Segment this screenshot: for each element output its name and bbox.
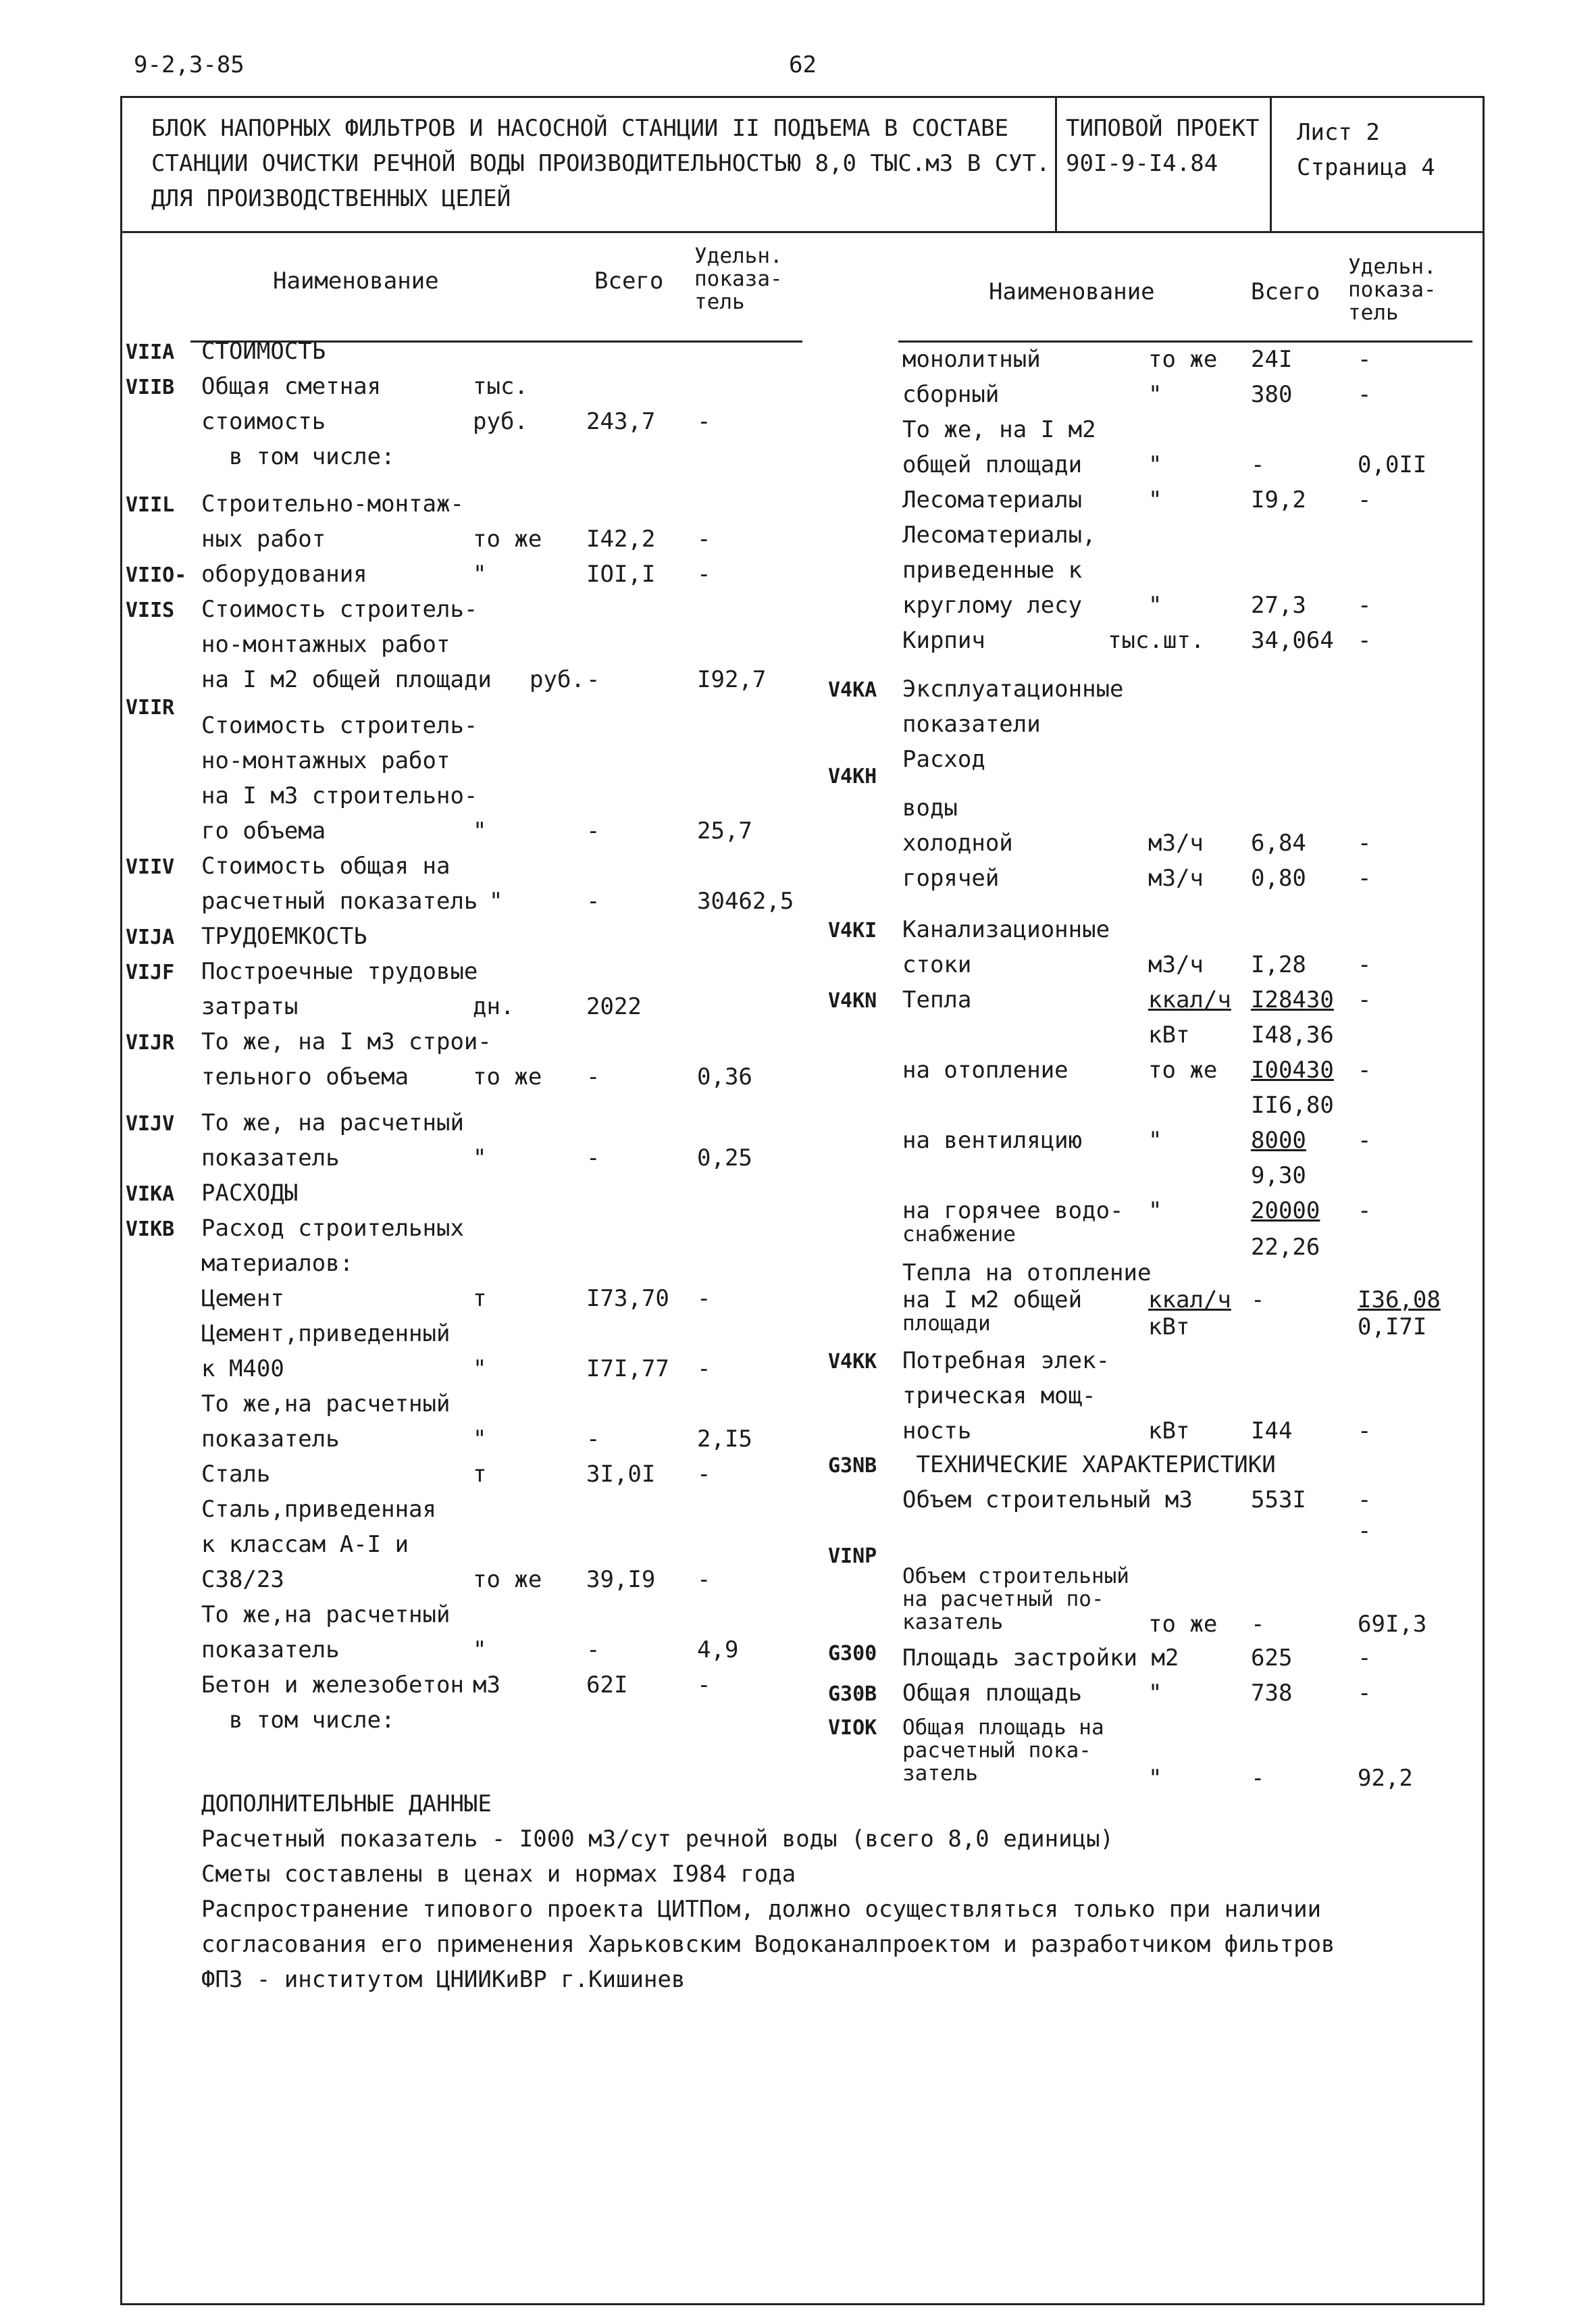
row-name: Общая площадь: [902, 1680, 1083, 1707]
row-code: V4KN: [828, 989, 877, 1013]
row-total: -: [1251, 1286, 1265, 1313]
row-unit: м3/ч: [1148, 951, 1204, 978]
row-total: 3I,0I: [586, 1461, 656, 1488]
row-specific: -: [1358, 486, 1372, 513]
row-name: То же,на расчетный: [201, 1390, 451, 1417]
row-name: То же, на расчетный: [201, 1109, 464, 1136]
row-code: V4KA: [828, 678, 877, 702]
row-specific: -: [1358, 1517, 1372, 1544]
row-total: IOI,I: [586, 561, 656, 588]
row-name: приведенные к: [902, 557, 1083, 584]
title-line-1: БЛОК НАПОРНЫХ ФИЛЬТРОВ И НАСОСНОЙ СТАНЦИИ II ПОДЪЕМА В СОСТАВЕ: [151, 115, 1009, 142]
row-unit: ": [473, 1355, 487, 1382]
row-total: 380: [1251, 381, 1293, 408]
project-number: 90I-9-I4.84: [1066, 150, 1218, 177]
row-code: G3NB: [828, 1454, 877, 1478]
header-name: Наименование: [273, 268, 439, 295]
row-specific: -: [697, 408, 711, 435]
row-name: показатели: [902, 711, 1041, 738]
header-total-right: Всего: [1251, 278, 1320, 305]
page-number: 62: [789, 51, 817, 78]
row-code: VIIB: [126, 376, 175, 399]
page-label: Страница 4: [1297, 154, 1435, 181]
row-name: но-монтажных работ: [201, 631, 451, 658]
row-specific: -: [697, 1566, 711, 1593]
row-unit: то же: [473, 1063, 542, 1090]
row-specific: -: [697, 1285, 711, 1312]
row-specific: -: [1358, 1127, 1372, 1154]
row-unit: ": [473, 818, 487, 845]
row-name: показатель: [201, 1426, 340, 1453]
row-name: Сталь: [201, 1461, 271, 1488]
row-specific: 30462,5: [697, 888, 794, 915]
row-code: VIIO-: [126, 563, 187, 587]
row-code: VIIL: [126, 493, 175, 517]
row-unit: то же: [1148, 1611, 1218, 1638]
row-name: на расчетный по-: [902, 1587, 1104, 1611]
row-unit: ": [1148, 1127, 1162, 1154]
row-code: VIOK: [828, 1716, 877, 1740]
row-name: Объем строительный: [902, 1564, 1129, 1588]
row-unit: ккал/ч: [1148, 986, 1231, 1013]
row-code: V4KH: [828, 765, 877, 788]
row-name: Стоимость строитель-: [201, 712, 478, 739]
row-unit: ": [1148, 1680, 1162, 1707]
title-line-2: СТАНЦИИ ОЧИСТКИ РЕЧНОЙ ВОДЫ ПРОИЗВОДИТЕЛЬНОСТЬЮ 8,0 ТЫС.м3 В СУТ.: [151, 150, 1050, 177]
row-name: ТРУДОЕМКОСТЬ: [201, 923, 367, 950]
row-unit: кВт: [1148, 1313, 1190, 1340]
row-name: снабжение: [902, 1222, 1016, 1247]
row-unit: ": [1148, 451, 1162, 478]
row-code: G300: [828, 1642, 877, 1665]
row-name: воды: [902, 795, 958, 822]
row-code: VIJA: [126, 926, 175, 949]
row-name: общей площади: [902, 451, 1083, 478]
row-name: показатель: [201, 1636, 340, 1663]
row-total: -: [586, 1426, 600, 1453]
row-name: ных работ: [201, 526, 326, 553]
row-name: Канализационные: [902, 916, 1110, 943]
row-total: 738: [1251, 1680, 1293, 1707]
row-total: -: [586, 888, 600, 915]
row-total: -: [586, 818, 600, 845]
row-name: на вентиляцию: [902, 1127, 1083, 1154]
row-specific: -: [1358, 1486, 1372, 1513]
row-total: 0,80: [1251, 865, 1306, 892]
row-unit: руб.: [530, 666, 585, 693]
header-total: Всего: [594, 268, 664, 295]
row-unit: т: [473, 1285, 487, 1312]
row-name: Сталь,приведенная: [201, 1496, 436, 1523]
row-name: горячей: [902, 865, 1000, 892]
row-total: -: [586, 1636, 600, 1663]
row-name: стоимость: [201, 408, 326, 435]
row-total: 39,I9: [586, 1566, 656, 1593]
row-name: Эксплуатационные: [902, 676, 1124, 703]
row-specific: -: [1358, 346, 1372, 373]
row-code: VIKB: [126, 1217, 175, 1241]
row-name: к М400: [201, 1355, 284, 1382]
right-header-rule: [898, 341, 1472, 343]
row-total: I28430: [1251, 986, 1334, 1013]
row-specific: -: [697, 561, 711, 588]
row-specific: -: [1358, 830, 1372, 857]
row-specific: -: [697, 526, 711, 553]
row-total: I7I,77: [586, 1355, 669, 1382]
title-divider-2: [1270, 96, 1272, 231]
row-specific: -: [1358, 1680, 1372, 1707]
row-total: 9,30: [1251, 1162, 1306, 1189]
row-name: в том числе:: [201, 443, 395, 470]
row-name: затраты: [201, 993, 299, 1020]
row-name: на I м2 общей площади: [201, 666, 492, 693]
row-specific: 0,25: [697, 1145, 752, 1172]
row-name: материалов:: [201, 1250, 354, 1277]
row-unit: кВт: [1148, 1417, 1190, 1444]
row-total: 24I: [1251, 346, 1293, 373]
row-unit: то же: [1148, 346, 1218, 373]
row-total: 62I: [586, 1671, 628, 1699]
row-specific: -: [1358, 381, 1372, 408]
row-code: VIJF: [126, 961, 175, 984]
row-name: Кирпич: [902, 627, 985, 654]
row-total: I48,36: [1251, 1022, 1334, 1049]
row-unit: ": [473, 1145, 487, 1172]
row-total: -: [1251, 1765, 1265, 1792]
row-name: площади: [902, 1311, 991, 1336]
row-name: Бетон и железобетон: [201, 1671, 464, 1699]
row-code: VIIV: [126, 855, 175, 879]
additional-line: Распространение типового проекта ЦИТПом, должно осуществляться только при наличии: [201, 1896, 1322, 1923]
row-unit: то же: [473, 1566, 542, 1593]
row-total: II6,80: [1251, 1092, 1334, 1119]
row-total: 34,064: [1251, 627, 1334, 654]
row-code: VIIA: [126, 341, 175, 364]
row-unit: ": [1148, 1197, 1162, 1224]
row-name: но-монтажных работ: [201, 747, 451, 774]
row-total: 2022: [586, 993, 642, 1020]
row-name: Расход: [902, 746, 985, 773]
row-name: монолитный: [902, 346, 1041, 373]
row-name: стоки: [902, 951, 972, 978]
row-name: Общая сметная: [201, 373, 382, 400]
additional-line: ФПЗ - институтом ЦНИИКиВР г.Кишинев: [201, 1966, 686, 1993]
row-name: РАСХОДЫ: [201, 1180, 299, 1207]
row-name: холодной: [902, 830, 1013, 857]
header-specific-2: показа-: [694, 267, 783, 291]
row-unit: м3/ч: [1148, 830, 1204, 857]
row-specific: 0,0II: [1358, 451, 1427, 478]
row-name: Тепла на отопление: [902, 1259, 1152, 1286]
row-unit: ": [1148, 381, 1162, 408]
row-code: G30B: [828, 1682, 877, 1706]
row-specific: I92,7: [697, 666, 767, 693]
row-name: Цемент: [201, 1285, 284, 1312]
row-name: расчетный показатель: [201, 888, 478, 915]
row-unit: то же: [1148, 1057, 1218, 1084]
row-name: СТОИМОСТЬ: [201, 338, 326, 365]
row-specific: -: [1358, 865, 1372, 892]
row-name: Цемент,приведенный: [201, 1320, 451, 1347]
additional-line: Расчетный показатель - I000 м3/сут речной воды (всего 8,0 единицы): [201, 1826, 1114, 1853]
project-label: ТИПОВОЙ ПРОЕКТ: [1066, 115, 1260, 142]
row-code: VIJR: [126, 1031, 175, 1055]
row-name: тельного объема: [201, 1063, 409, 1090]
row-specific: -: [1358, 951, 1372, 978]
row-name: То же, на I м2: [902, 416, 1096, 443]
row-total: I9,2: [1251, 486, 1306, 513]
row-name: трическая мощ-: [902, 1382, 1096, 1409]
row-unit: то же: [473, 526, 542, 553]
row-total: -: [586, 1145, 600, 1172]
row-name: го объема: [201, 818, 326, 845]
header-specific-right-1: Удельн.: [1348, 255, 1437, 279]
row-specific: -: [1358, 592, 1372, 619]
row-unit: кВт: [1148, 1022, 1190, 1049]
row-name: затель: [902, 1761, 978, 1786]
row-specific: 4,9: [697, 1636, 739, 1663]
row-specific: -: [1358, 1644, 1372, 1671]
row-total: -: [1251, 451, 1265, 478]
row-total: -: [1251, 1611, 1265, 1638]
row-unit: дн.: [473, 993, 515, 1020]
row-unit: м3/ч: [1148, 865, 1204, 892]
row-code: V4KK: [828, 1350, 877, 1374]
row-unit: ": [1148, 1765, 1162, 1792]
row-specific: -: [1358, 986, 1372, 1013]
additional-line: согласования его применения Харьковским Водоканалпроектом и разработчиком фильтров: [201, 1931, 1335, 1958]
doc-code: 9-2,3-85: [134, 51, 244, 78]
row-name: Объем строительный м3: [902, 1486, 1193, 1513]
row-name: Построечные трудовые: [201, 958, 478, 985]
row-name: Лесоматериалы: [902, 486, 1083, 513]
row-unit: ккал/ч: [1148, 1286, 1231, 1313]
row-name: Потребная элек-: [902, 1347, 1110, 1374]
row-unit: ": [489, 888, 503, 915]
header-specific-right-2: показа-: [1348, 278, 1437, 302]
row-unit: ": [473, 1426, 487, 1453]
row-specific: -: [697, 1355, 711, 1382]
row-specific: 2,I5: [697, 1426, 752, 1453]
row-unit: м3: [473, 1671, 500, 1699]
row-unit: тыс.шт.: [1108, 627, 1205, 654]
row-name: показатель: [201, 1145, 340, 1172]
row-total: 27,3: [1251, 592, 1306, 619]
row-name: То же,на расчетный: [201, 1601, 451, 1628]
row-total: I73,70: [586, 1285, 669, 1312]
row-specific: 25,7: [697, 818, 752, 845]
row-code: VIIR: [126, 696, 175, 720]
row-name: на горячее водо-: [902, 1197, 1124, 1224]
row-unit: руб.: [473, 408, 528, 435]
row-unit: ": [1148, 486, 1162, 513]
row-total: 6,84: [1251, 830, 1306, 857]
row-total: 243,7: [586, 408, 656, 435]
row-unit: ": [473, 561, 487, 588]
row-name: То же, на I м3 строи-: [201, 1028, 492, 1055]
row-specific: 0,I7I: [1358, 1313, 1427, 1340]
row-name: Лесоматериалы,: [902, 522, 1096, 549]
title-line-3: ДЛЯ ПРОИЗВОДСТВЕННЫХ ЦЕЛЕЙ: [151, 185, 511, 212]
title-divider-1: [1055, 96, 1057, 231]
row-specific: -: [697, 1461, 711, 1488]
row-code: VIIS: [126, 599, 175, 622]
row-total: 553I: [1251, 1486, 1306, 1513]
row-name: Стоимость строитель-: [201, 596, 478, 623]
row-specific: -: [1358, 627, 1372, 654]
row-name: в том числе:: [201, 1707, 395, 1734]
header-name-right: Наименование: [989, 278, 1155, 305]
row-specific: 92,2: [1358, 1765, 1413, 1792]
row-code: VIKA: [126, 1182, 175, 1206]
row-name: на отопление: [902, 1057, 1069, 1084]
row-specific: -: [1358, 1057, 1372, 1084]
row-total: I00430: [1251, 1057, 1334, 1084]
row-specific: 0,36: [697, 1063, 752, 1090]
row-specific: -: [1358, 1197, 1372, 1224]
row-total: -: [586, 1063, 600, 1090]
row-total: 8000: [1251, 1127, 1306, 1154]
row-name: Расход строительных: [201, 1215, 464, 1242]
row-specific: -: [697, 1671, 711, 1699]
row-name: на I м3 строительно-: [201, 782, 478, 809]
header-specific-3: тель: [694, 290, 745, 314]
row-code: VIJV: [126, 1112, 175, 1136]
row-total: I44: [1251, 1417, 1293, 1444]
title-bottom-line: [120, 231, 1485, 233]
row-code: VINP: [828, 1544, 877, 1568]
row-name: ность: [902, 1417, 972, 1444]
row-specific: 69I,3: [1358, 1611, 1427, 1638]
additional-heading: ДОПОЛНИТЕЛЬНЫЕ ДАННЫЕ: [201, 1790, 492, 1817]
row-code: V4KI: [828, 919, 877, 942]
row-total: -: [586, 666, 600, 693]
row-name: казатель: [902, 1610, 1004, 1634]
row-total: 20000: [1251, 1197, 1320, 1224]
row-name: Стоимость общая на: [201, 853, 451, 880]
header-specific-1: Удельн.: [694, 244, 783, 268]
row-total: 22,26: [1251, 1234, 1320, 1261]
row-name: Площадь застройки м2: [902, 1644, 1179, 1671]
row-unit: тыс.: [473, 373, 528, 400]
row-unit: ": [1148, 592, 1162, 619]
header-specific-right-3: тель: [1348, 301, 1399, 325]
row-name: расчетный пока-: [902, 1738, 1091, 1763]
row-name: круглому лесу: [902, 592, 1083, 619]
row-name: на I м2 общей: [902, 1286, 1083, 1313]
row-total: I,28: [1251, 951, 1306, 978]
row-name: оборудования: [201, 561, 367, 588]
row-specific: -: [1358, 1417, 1372, 1444]
row-total: 625: [1251, 1644, 1293, 1671]
row-unit: ": [473, 1636, 487, 1663]
row-specific: I36,08: [1358, 1286, 1441, 1313]
row-name: ТЕХНИЧЕСКИЕ ХАРАКТЕРИСТИКИ: [902, 1451, 1276, 1478]
additional-line: Сметы составлены в ценах и нормах I984 года: [201, 1861, 796, 1888]
sheet-label: Лист 2: [1297, 119, 1380, 146]
row-name: Общая площадь на: [902, 1715, 1104, 1740]
row-name: сборный: [902, 381, 1000, 408]
row-name: к классам А-I и: [201, 1531, 409, 1558]
row-name: Тепла: [902, 986, 972, 1013]
row-name: С38/23: [201, 1566, 284, 1593]
row-name: Строительно-монтаж-: [201, 491, 464, 518]
row-unit: т: [473, 1461, 487, 1488]
row-total: I42,2: [586, 526, 656, 553]
